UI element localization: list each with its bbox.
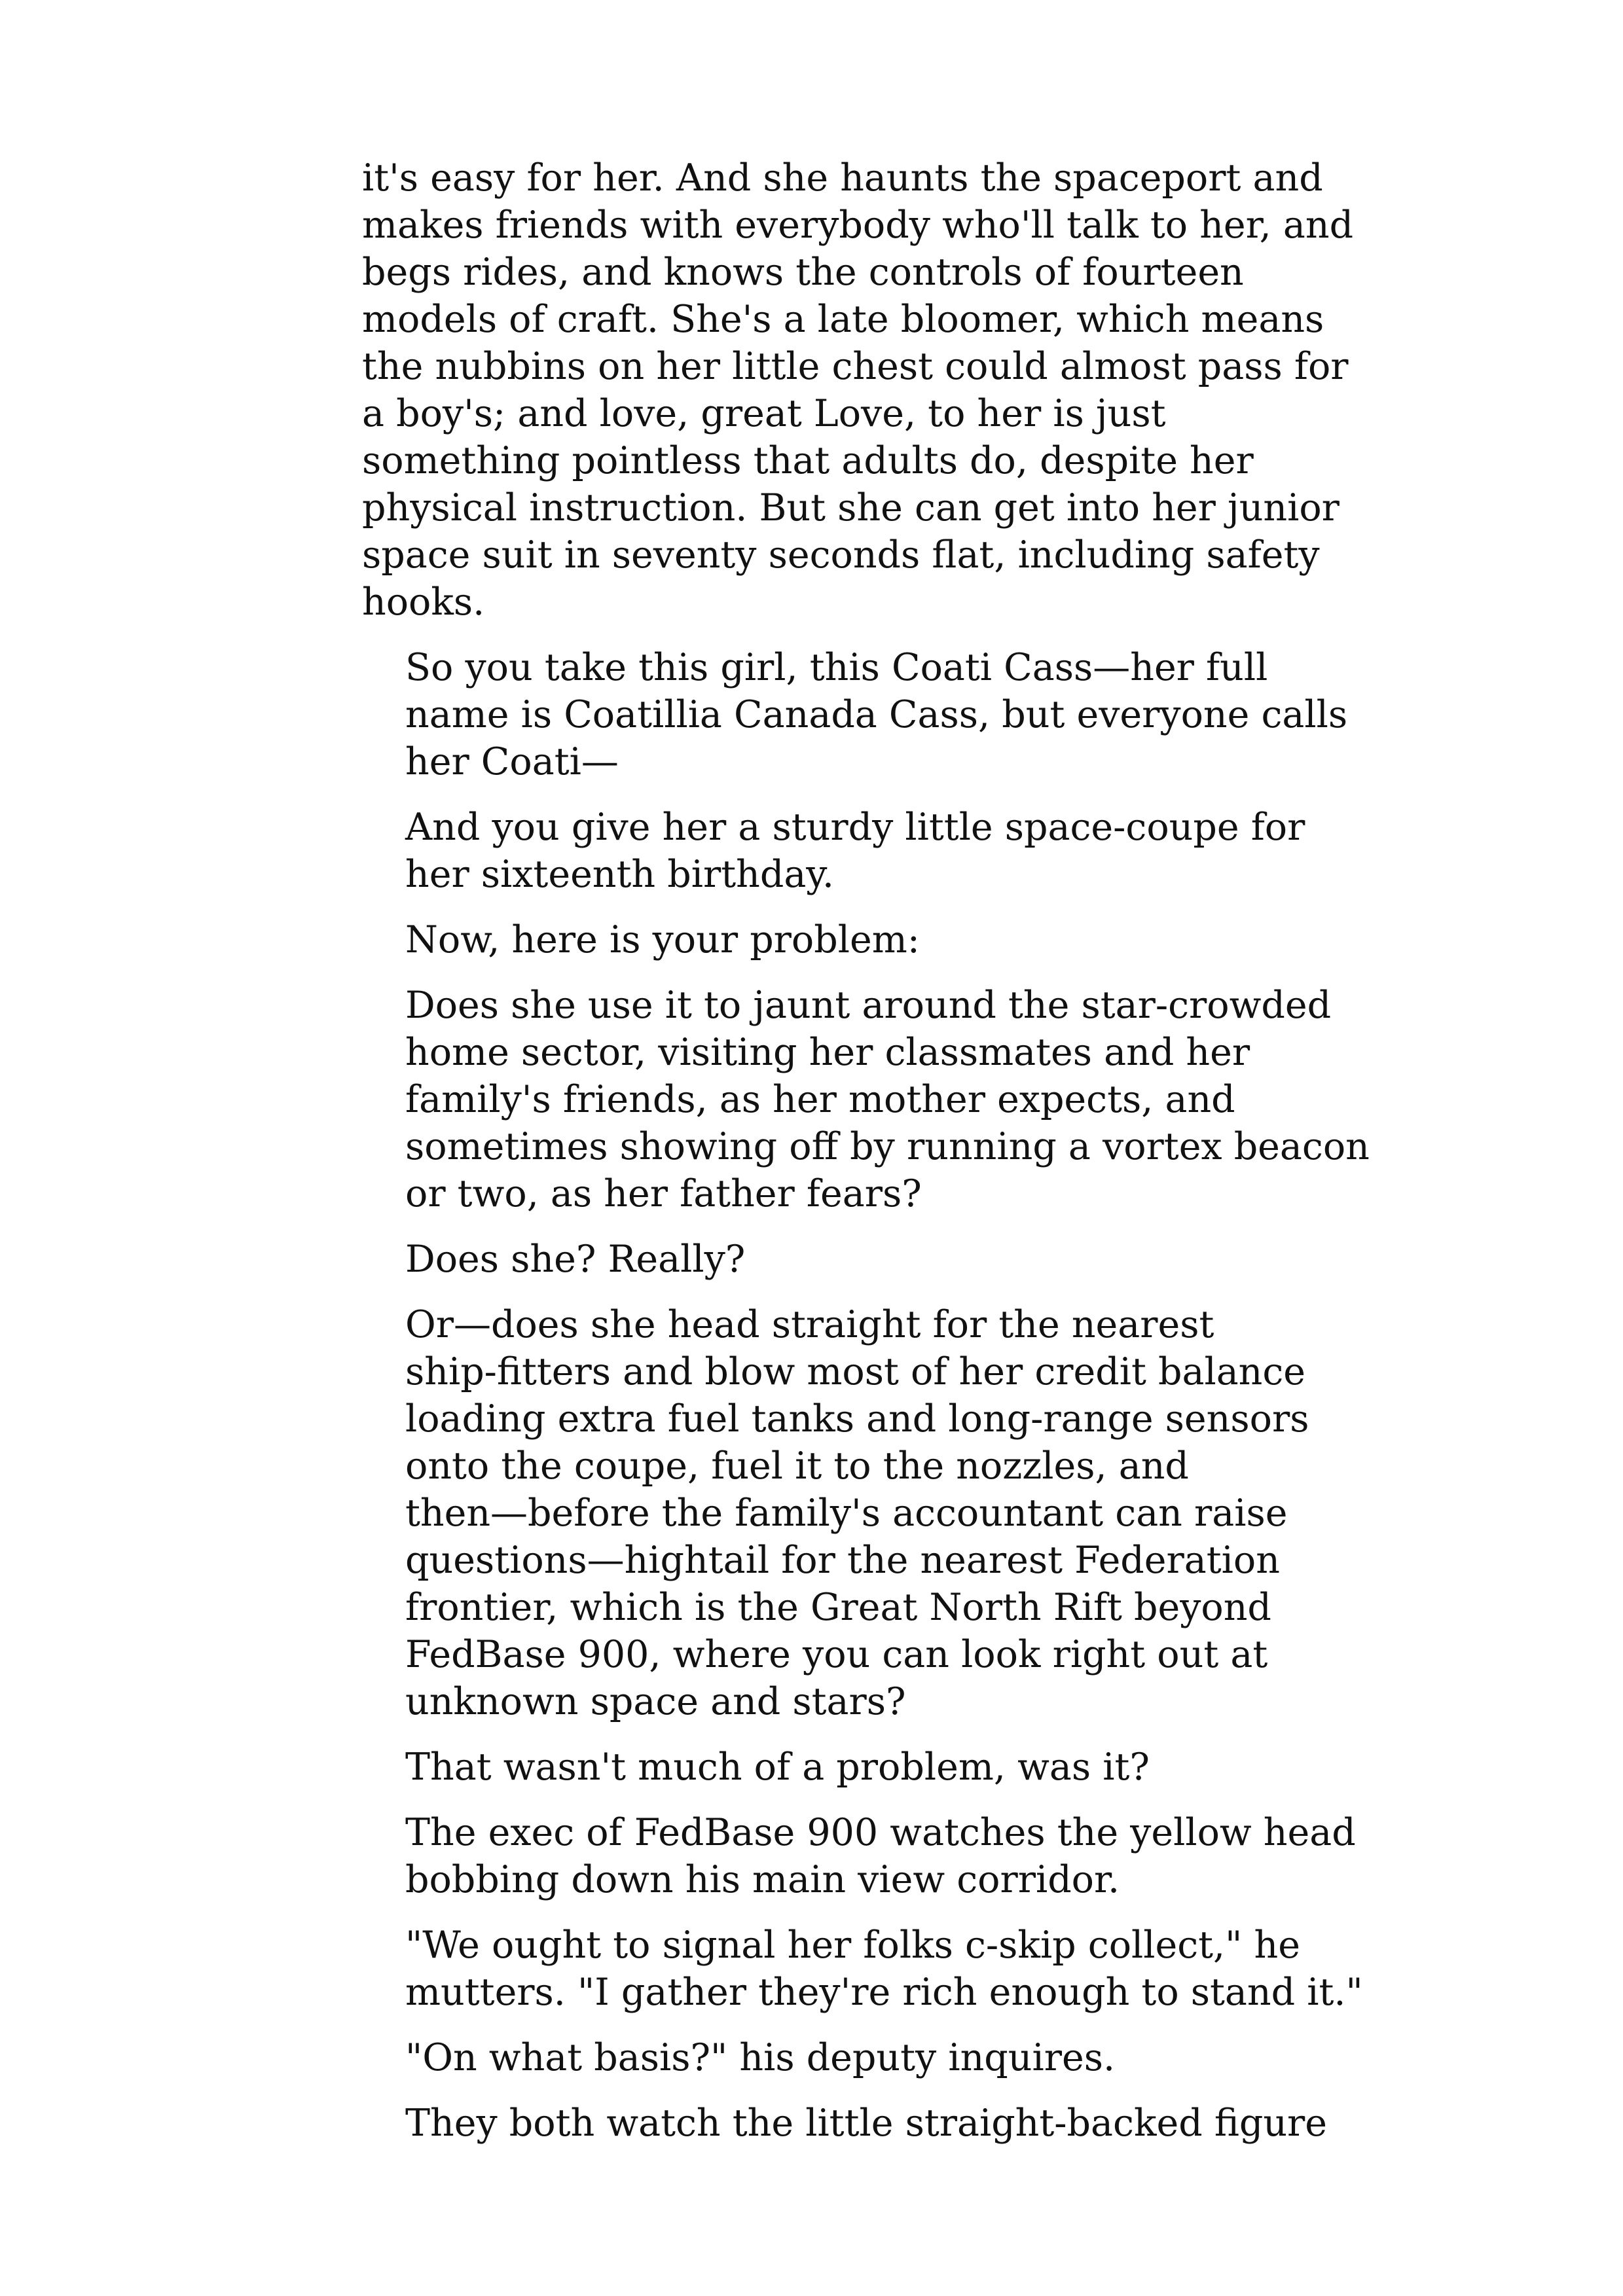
text-line: Does she use it to jaunt around the star-crowded [405,984,1332,1027]
paragraph [362,1809,1356,1903]
paragraph [362,154,1354,626]
text-line: questions—hightail for the nearest Federation [405,1539,1280,1582]
paragraph [362,1301,1309,1725]
text-line: physical instruction. But she can get into her junior [362,486,1340,529]
text-line: hooks. [362,581,485,624]
text-line: loading extra fuel tanks and long-range sensors [405,1397,1309,1441]
text-line: ship-fitters and blow most of her credit balance [405,1350,1306,1393]
text-line: a boy's; and love, great Love, to her is just [362,392,1166,435]
paragraph [362,1744,1279,1791]
paragraph [362,804,1305,898]
text-line: it's easy for her. And she haunts the spaceport and [362,156,1323,200]
text-line: FedBase 900, where you can look right out at [405,1633,1268,1676]
paragraph [362,644,1348,785]
text-line: then—before the family's accountant can raise [405,1492,1288,1535]
text-line: mutters. "I gather they're rich enough to stand it." [405,1971,1363,2014]
paragraph [362,1922,1363,2016]
body-text [362,154,1370,2165]
text-line: That wasn't much of a problem, was it? [405,1746,1150,1789]
text-line: her Coati— [405,740,619,783]
text-line: Or—does she head straight for the nearest [405,1303,1214,1346]
text-line: "We ought to signal her folks c-skip collect," he [405,1924,1300,1967]
text-line: something pointless that adults do, despite her [362,439,1254,482]
text-line: home sector, visiting her classmates and her [405,1031,1250,1074]
text-line: "On what basis?" his deputy inquires. [405,2036,1116,2079]
text-line: models of craft. She's a late bloomer, which means [362,298,1324,341]
text-line: or two, as her father fears? [405,1172,922,1215]
text-line: frontier, which is the Great North Rift beyond [405,1586,1271,1629]
text-line: the nubbins on her little chest could almost pass for [362,345,1349,388]
text-line: space suit in seventy seconds flat, including safety [362,533,1320,577]
text-line: sometimes showing off by running a vortex beacon [405,1125,1370,1168]
text-line: makes friends with everybody who'll talk to her, and [362,204,1354,247]
text-line: unknown space and stars? [405,1680,906,1723]
text-line: family's friends, as her mother expects, and [405,1078,1235,1121]
paragraph [362,982,1370,1217]
text-line: bobbing down his main view corridor. [405,1858,1120,1901]
text-line: They both watch the little straight-backed figure [405,2102,1328,2145]
text-line: onto the coupe, fuel it to the nozzles, and [405,1444,1189,1488]
text-line: Does she? Really? [405,1238,746,1281]
paragraph [362,2100,1328,2147]
text-line: begs rides, and knows the controls of fourteen [362,251,1244,294]
text-line: And you give her a sturdy little space-coupe for [405,806,1305,849]
paragraph [362,1236,1279,1283]
text-line: The exec of FedBase 900 watches the yellow head [405,1811,1356,1854]
text-line: her sixteenth birthday. [405,853,835,896]
text-line: Now, here is your problem: [405,918,920,961]
paragraph [362,916,1279,963]
paragraph [362,2034,1279,2081]
text-line: name is Coatillia Canada Cass, but everyone calls [405,693,1348,736]
text-line: So you take this girl, this Coati Cass—her full [405,646,1268,689]
